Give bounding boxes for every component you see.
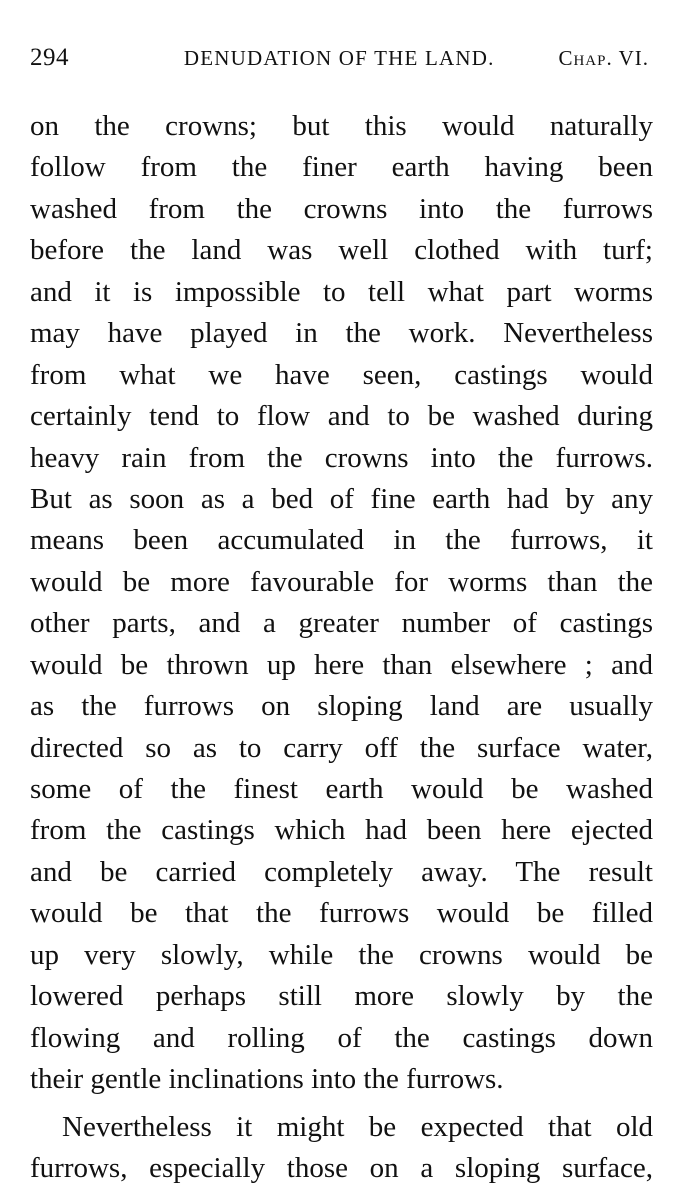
page-number: 294 — [30, 44, 69, 71]
text-line: some of the finest earth would be washed — [30, 773, 653, 805]
text-line: would be thrown up here than elsewhere ; and — [30, 648, 653, 681]
text-line: may have played in the work. Nevertheless — [30, 317, 653, 350]
text-line: heavy rain from the crowns into the furrows. — [30, 441, 653, 474]
text-line: Nevertheless it might be expected that old — [62, 1110, 653, 1143]
text-line: flowing and rolling of the castings down — [30, 1021, 653, 1054]
text-line: lowered perhaps still more slowly by the — [30, 980, 653, 1013]
text-line: directed so as to carry off the surface water, — [30, 731, 653, 764]
text-line: would be that the furrows would be filled — [30, 897, 653, 930]
text-line: on the crowns; but this would naturally — [30, 110, 653, 142]
paragraph-1 — [30, 106, 653, 1101]
text-line: their gentle inclinations into the furrows. — [30, 1063, 504, 1096]
text-line: But as soon as a bed of fine earth had by any — [30, 482, 653, 515]
text-line: from the castings which had been here ejected — [30, 814, 653, 847]
text-line: certainly tend to flow and to be washed during — [30, 400, 653, 433]
text-line: up very slowly, while the crowns would be — [30, 938, 653, 971]
chapter-reference: Chap. VI. — [558, 46, 649, 70]
running-head — [30, 44, 649, 76]
text-line: and it is impossible to tell what part worms — [30, 275, 653, 308]
text-line: furrows, especially those on a sloping surface, — [30, 1151, 653, 1184]
text-line: other parts, and a greater number of castings — [30, 607, 653, 640]
text-line: would be more favourable for worms than the — [30, 565, 653, 598]
paragraph-2 — [30, 1107, 653, 1190]
text-line: follow from the finer earth having been — [30, 151, 653, 184]
text-line: as the furrows on sloping land are usually — [30, 690, 653, 723]
text-line: before the land was well clothed with turf; — [30, 234, 653, 267]
text-line: from what we have seen, castings would — [30, 358, 653, 391]
text-line: means been accumulated in the furrows, it — [30, 524, 653, 557]
text-line: washed from the crowns into the furrows — [30, 192, 653, 225]
text-line: and be carried completely away. The result — [30, 855, 653, 888]
body-text — [30, 106, 653, 1189]
running-title: DENUDATION OF THE LAND. — [183, 46, 495, 70]
